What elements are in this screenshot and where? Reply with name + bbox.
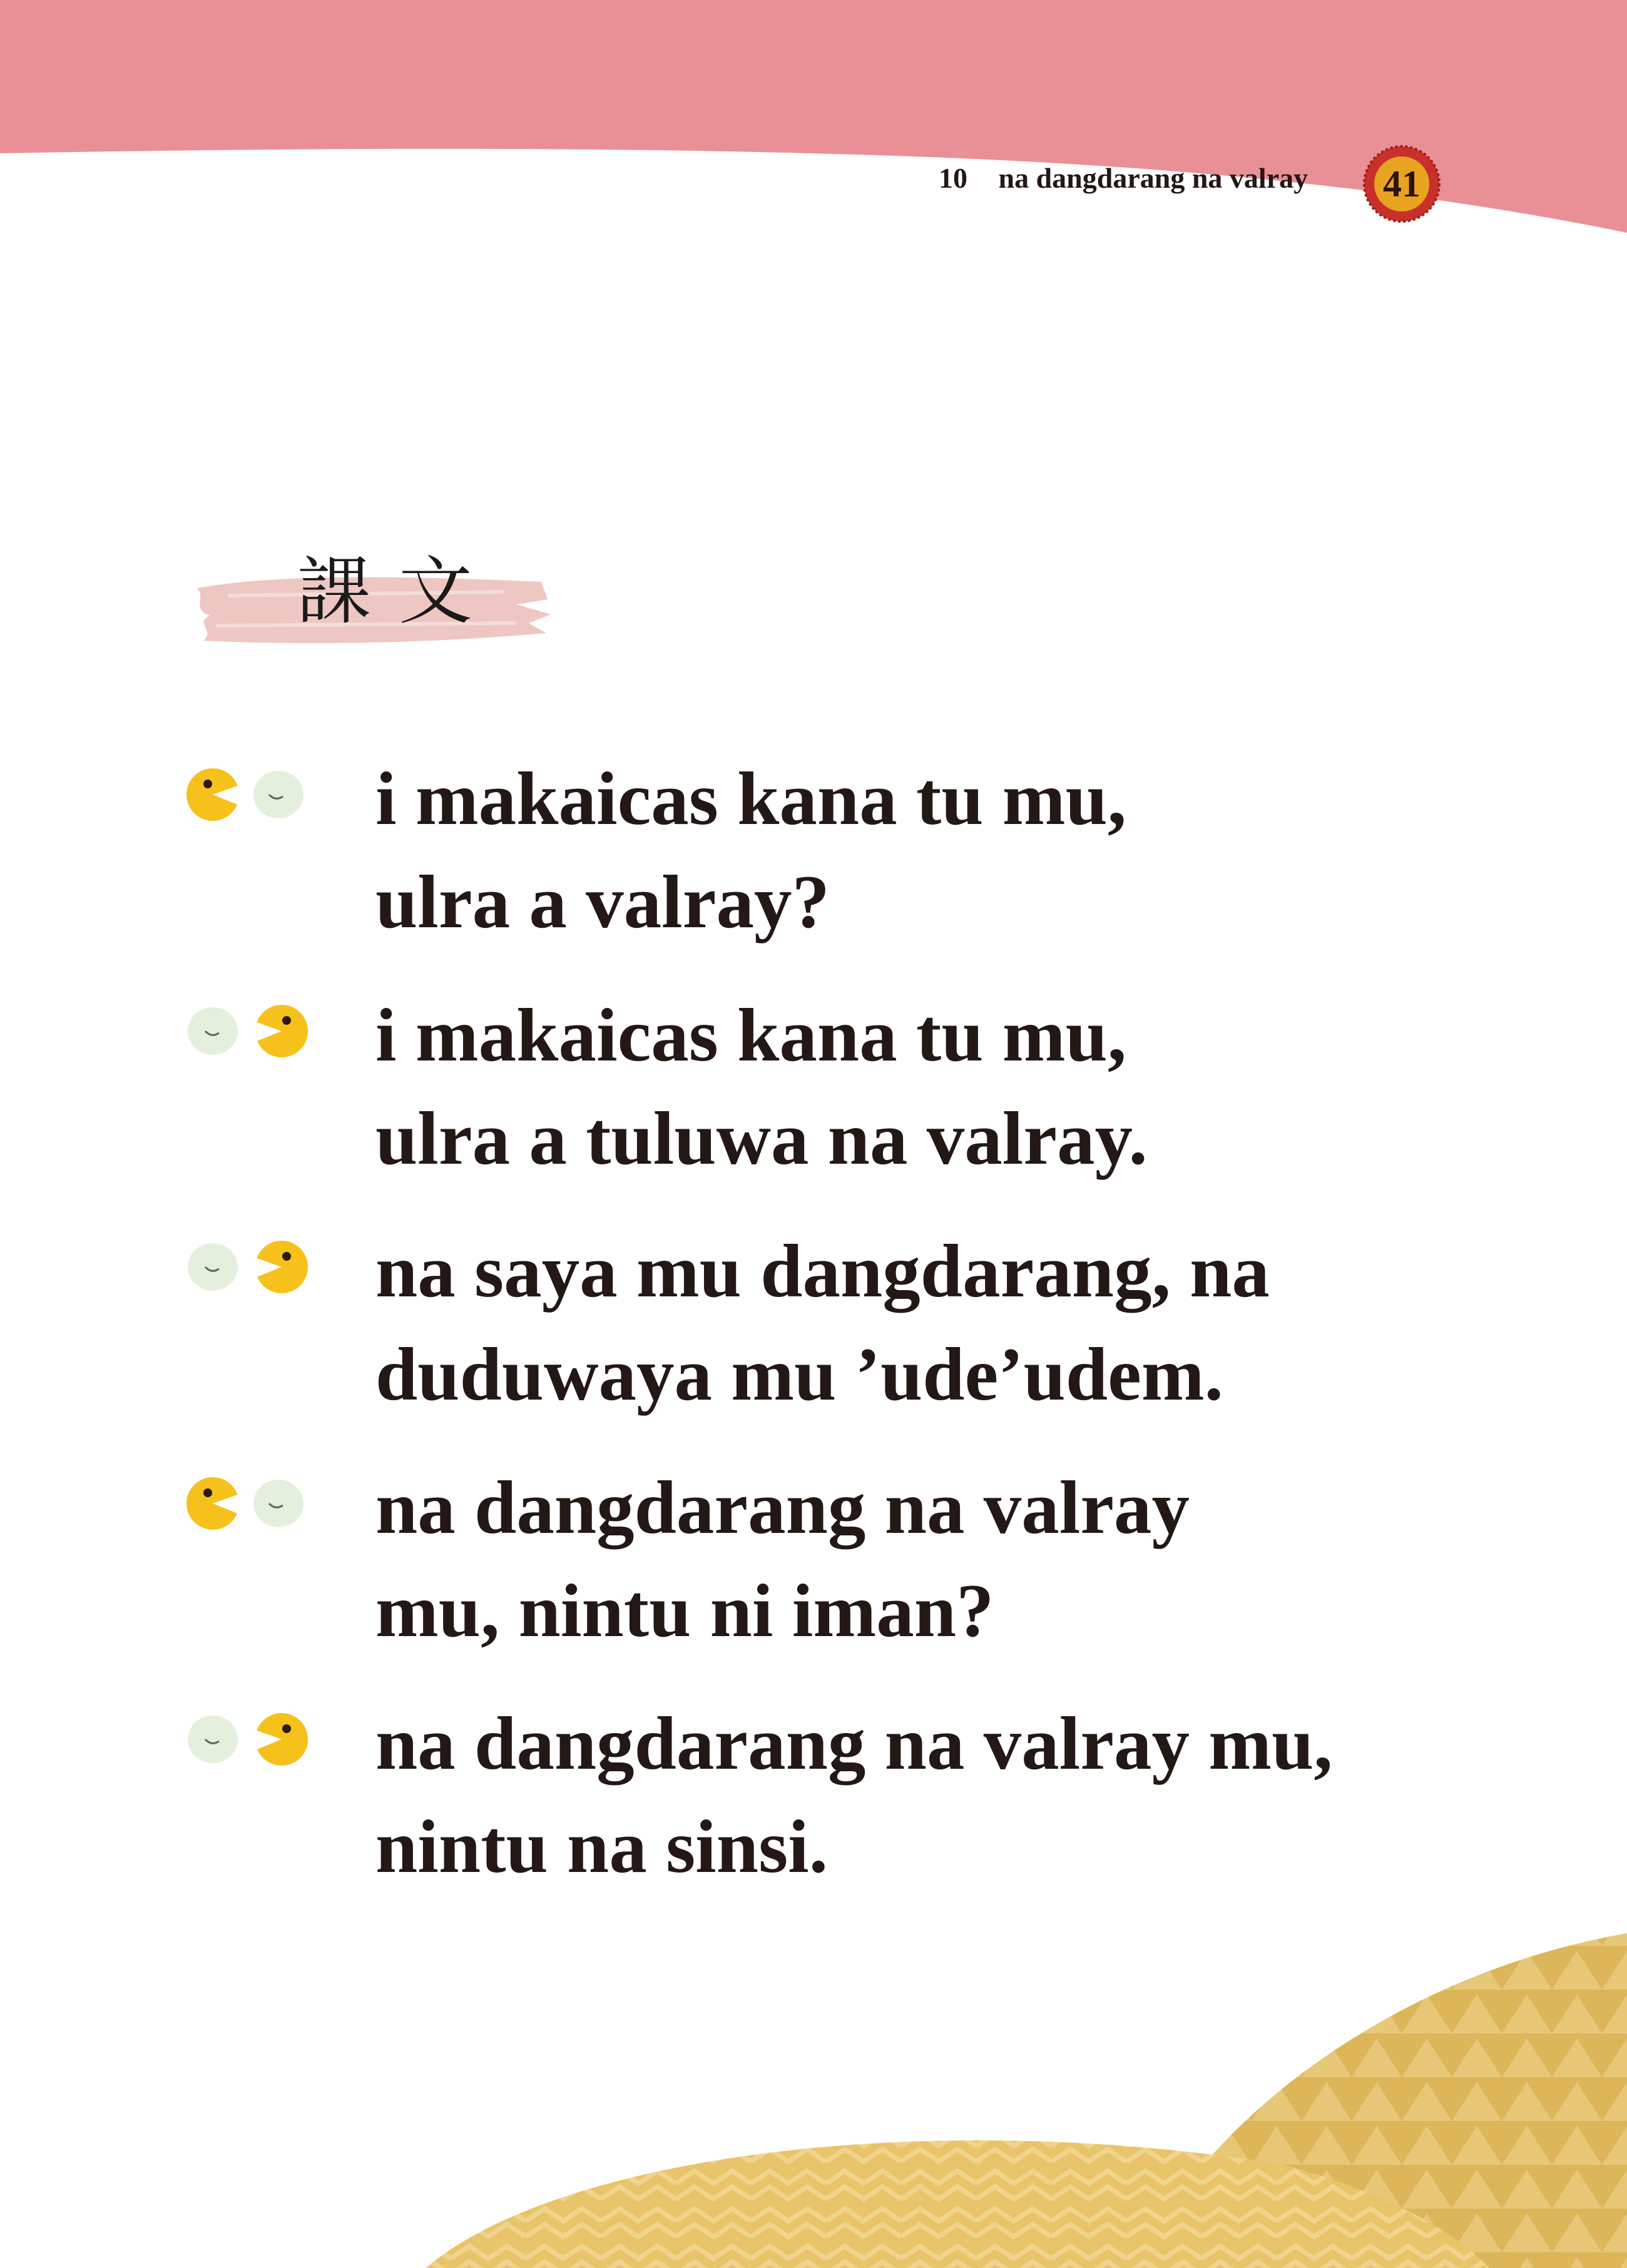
dialogue-text: [375, 1457, 1596, 1663]
dialogue-line: [181, 748, 1558, 954]
dialogue-text-line: mu, nintu ni iman?: [375, 1569, 994, 1653]
dialogue-text-line: i makaicas kana tu mu,: [375, 757, 1127, 841]
dialogue-text: [375, 984, 1596, 1191]
bottom-decoration: [0, 1902, 1627, 2268]
dialogue-text-line: ulra a tuluwa na valray.: [375, 1097, 1148, 1181]
running-header: [939, 161, 1308, 195]
dialogue-text-line: na dangdarang na valray mu,: [375, 1702, 1333, 1786]
section-heading: [191, 538, 554, 663]
dialogue-text: [375, 1692, 1596, 1899]
speaker-right-icon: [181, 1705, 319, 1774]
dialogue-text-line: duduwaya mu ’ude’udem.: [375, 1333, 1223, 1416]
section-title: 課文: [297, 548, 501, 634]
dialogue-text: [375, 748, 1596, 954]
dialogue-text-line: na saya mu dangdarang, na: [375, 1229, 1270, 1313]
dialogue-text: [375, 1220, 1596, 1426]
speaker-right-icon: [181, 997, 319, 1065]
speaker-left-icon: [181, 760, 319, 829]
dialogue-line: [181, 984, 1558, 1191]
speaker-left-icon: [181, 1469, 319, 1538]
dialogue-line: [181, 1692, 1558, 1899]
dialogue-text-line: nintu na sinsi.: [375, 1805, 829, 1889]
dialogue-line: [181, 1220, 1558, 1426]
speaker-right-icon: [181, 1233, 319, 1301]
dialogue-text-line: ulra a valray?: [375, 860, 830, 944]
page-number: 41: [1383, 163, 1420, 205]
dialogue-text-line: na dangdarang na valray: [375, 1466, 1190, 1550]
chapter-number: 10: [939, 162, 967, 194]
chapter-title: na dangdarang na valray: [998, 162, 1308, 194]
dialogue-line: [181, 1457, 1558, 1663]
dialogue-text-line: i makaicas kana tu mu,: [375, 994, 1127, 1077]
top-banner: [0, 0, 1627, 263]
